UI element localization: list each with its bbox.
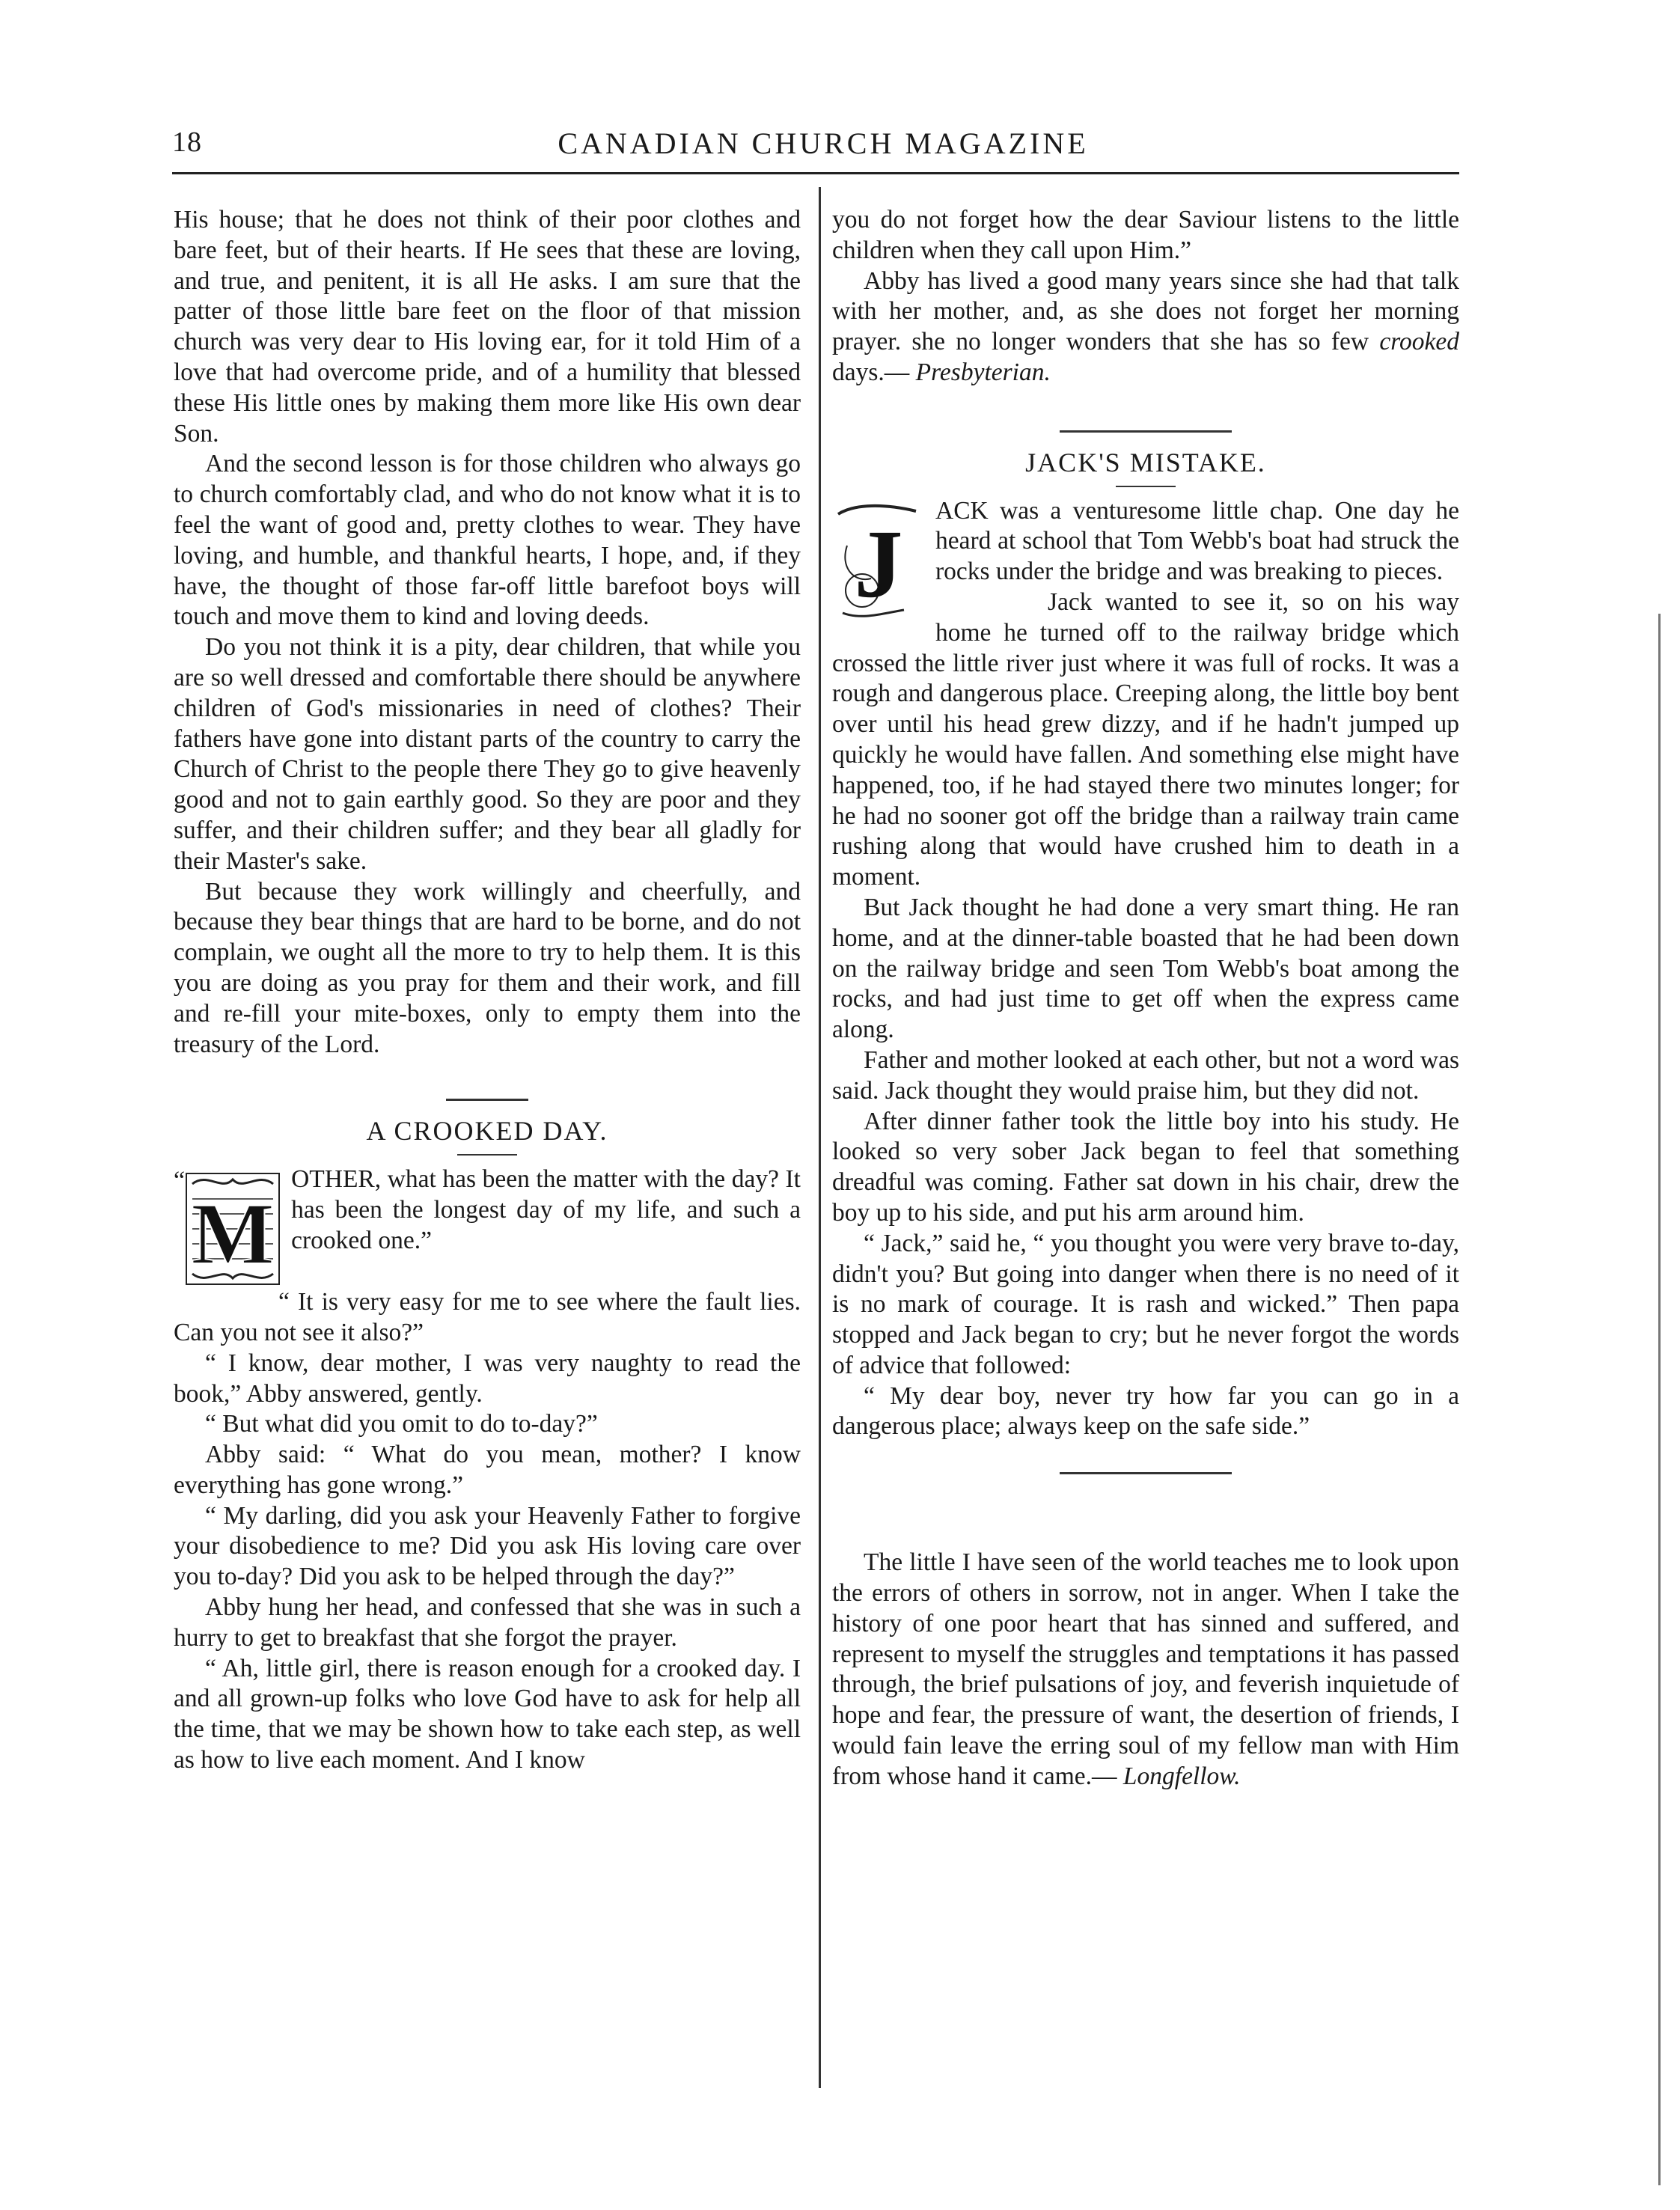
dropcap-letter: J [854,510,903,618]
paragraph: you do not forget how the dear Saviour listens to the little children when they call upon Him.” [832,206,1459,264]
paragraph: OTHER, what has been the matter with the day? It has been the longest day of my life, and such a crooked one.” [291,1165,801,1254]
paragraph: Do you not think it is a pity, dear children, that while you are so well dressed and comfortable there should be anywhere children of God's missionaries in need of clothes? Their fathers have gone into distant parts of the country to carry the Church of Christ to the people there They go to give heavenly good and not to gain earthly good. So they are poor and they suffer, and their children suffer; and they bear all gladly for their Master's sake. [174,633,801,875]
text-run: days.— [832,358,910,386]
italic-word: crooked [1379,328,1459,356]
ornate-letter-m-icon [185,1169,281,1287]
paragraph: “ My darling, did you ask your Heavenly Father to forgive your disobedience to me? Did you ask His loving care over you to-day? Did you ask to be helped through the day?” [174,1501,801,1591]
paragraph [832,266,1459,388]
source-attribution: Longfellow. [1122,1762,1241,1790]
paragraph: After dinner father took the little boy into his study. He looked so very sober Jack began to feel that something dreadful was coming. Father sat down in his chair, drew the boy up to his side, and put his arm around him. [832,1107,1459,1227]
jack-opening [832,496,1459,618]
section-title-crooked-day: A CROOKED DAY. [366,1116,608,1147]
header-rule [172,172,1459,174]
ornate-letter-j-icon [832,501,925,620]
title-underline [457,1154,517,1156]
paragraph: “ But what did you omit to do to-day?” [205,1410,598,1438]
section-divider [1060,430,1232,433]
section-divider [1060,1472,1232,1474]
paragraph: His house; that he does not think of their poor clothes and bare feet, but of their hearts. If He sees that these are loving, and true, and penitent, it is all He asks. I am sure that the patter of those little bare feet on the floor of that mission church was very dear to His loving ear, for it told Him of a love that had overcome pride, and of a humility that blessed these His little ones by making them more like His own dear Son. [174,206,801,448]
page-number: 18 [172,126,202,158]
quote-text: The little I have seen of the world teaches me to look upon the errors of others in sorrow, not in anger. When I take the history of one poor heart that has sinned and suffered, and represent to myself the struggles and temptations it has passed through, the brief pulsations of joy, and feverish inquietude of hope and fear, the pressure of want, the desertion of friends, I would fain leave the erring soul of my fellow man with Him from whose hand it came.— [832,1548,1459,1790]
paragraph: ACK was a venturesome little chap. One day he heard at school that Tom Webb's boat had struck the rocks under the bridge and was breaking to pieces. [935,496,1459,586]
paragraph: “ Jack,” said he, “ you thought you were very brave to-day, didn't you? But going into danger when there is no need of it is no mark of courage. It is rash and wicked.” Then papa stopped and Jack began to cry; but he never forgot the words of advice that followed: [832,1229,1459,1379]
paragraph: Abby hung her head, and confessed that she was in such a hurry to get to breakfast that she forgot the prayer. [174,1593,801,1652]
right-column [832,205,1459,1792]
paragraph: But because they work willingly and cheerfully, and because they bear things that are hard to be borne, and do not complain, we ought all the more to try to help them. It is this you are doing as you pray for them and their work, and fill and re-fill your mite-boxes, only to empty them into the treasury of the Lord. [174,877,801,1058]
paragraph: But Jack thought he had done a very smart thing. He ran home, and at the dinner-table boasted that he had been down on the railway bridge and seen Tom Webb's boat among the rocks, and had just time to get off when the express came along. [832,893,1459,1044]
open-quote: “ [174,1167,186,1195]
paragraph: “ I know, dear mother, I was very naughty to read the book,” Abby answered, gently. [174,1349,801,1408]
paragraph [832,1548,1459,1792]
paragraph: Jack wanted to see it, so on his way home he turned off to the railway bridge which crossed the little river just where it was full of rocks. It was a rough and dangerous place. Creeping along, the little boy bent over until his head grew dizzy, and if he hadn't jumped up quickly he would have fallen. And something else might have happened, too, if he had stayed there two minutes longer; for he had no sooner got off the bridge than a railway train came rushing along that would have crushed him to death in a moment. [832,587,1459,891]
paragraph: Abby said: “ What do you mean, mother? I know everything has gone wrong.” [174,1441,801,1499]
source-attribution: Presbyterian. [915,358,1051,386]
crooked-day-opening [174,1164,801,1283]
running-title: CANADIAN CHURCH MAGAZINE [558,126,1089,160]
left-column [174,205,801,1776]
paragraph: “ It is very easy for me to see where the fault lies. Can you not see it also?” [174,1288,801,1346]
section-divider [446,1099,528,1101]
paragraph: “ My dear boy, never try how far you can go in a dangerous place; always keep on the safe side.” [832,1382,1459,1441]
title-underline [1116,486,1176,487]
paragraph: “ Ah, little girl, there is reason enough for a crooked day. I and all grown-up folks who love God have to ask for help all the time, that we may be shown how to take each step, as well as how to live each moment. And I know [174,1654,801,1774]
page-header [172,126,1474,171]
text-run: Abby has lived a good many years since she had that talk with her mother, and, as she does not forget her morning prayer. she no longer wonders that she has so few [832,266,1459,356]
section-title-jacks-mistake: JACK'S MISTAKE. [1025,447,1266,477]
paragraph: And the second lesson is for those children who always go to church comfortably clad, and who do not know what it is to feel the want of good and, pretty clothes to wear. They have loving, and humble, and thankful hearts, I hope, and, if they have, the thought of those far-off little barefoot boys will touch and move them to kind and loving deeds. [174,450,801,631]
column-divider [819,187,821,2088]
dropcap-letter: M [191,1185,275,1283]
page-edge-line [1655,614,1661,2185]
paragraph: Father and mother looked at each other, but not a word was said. Jack thought they would praise him, but they did not. [832,1046,1459,1105]
